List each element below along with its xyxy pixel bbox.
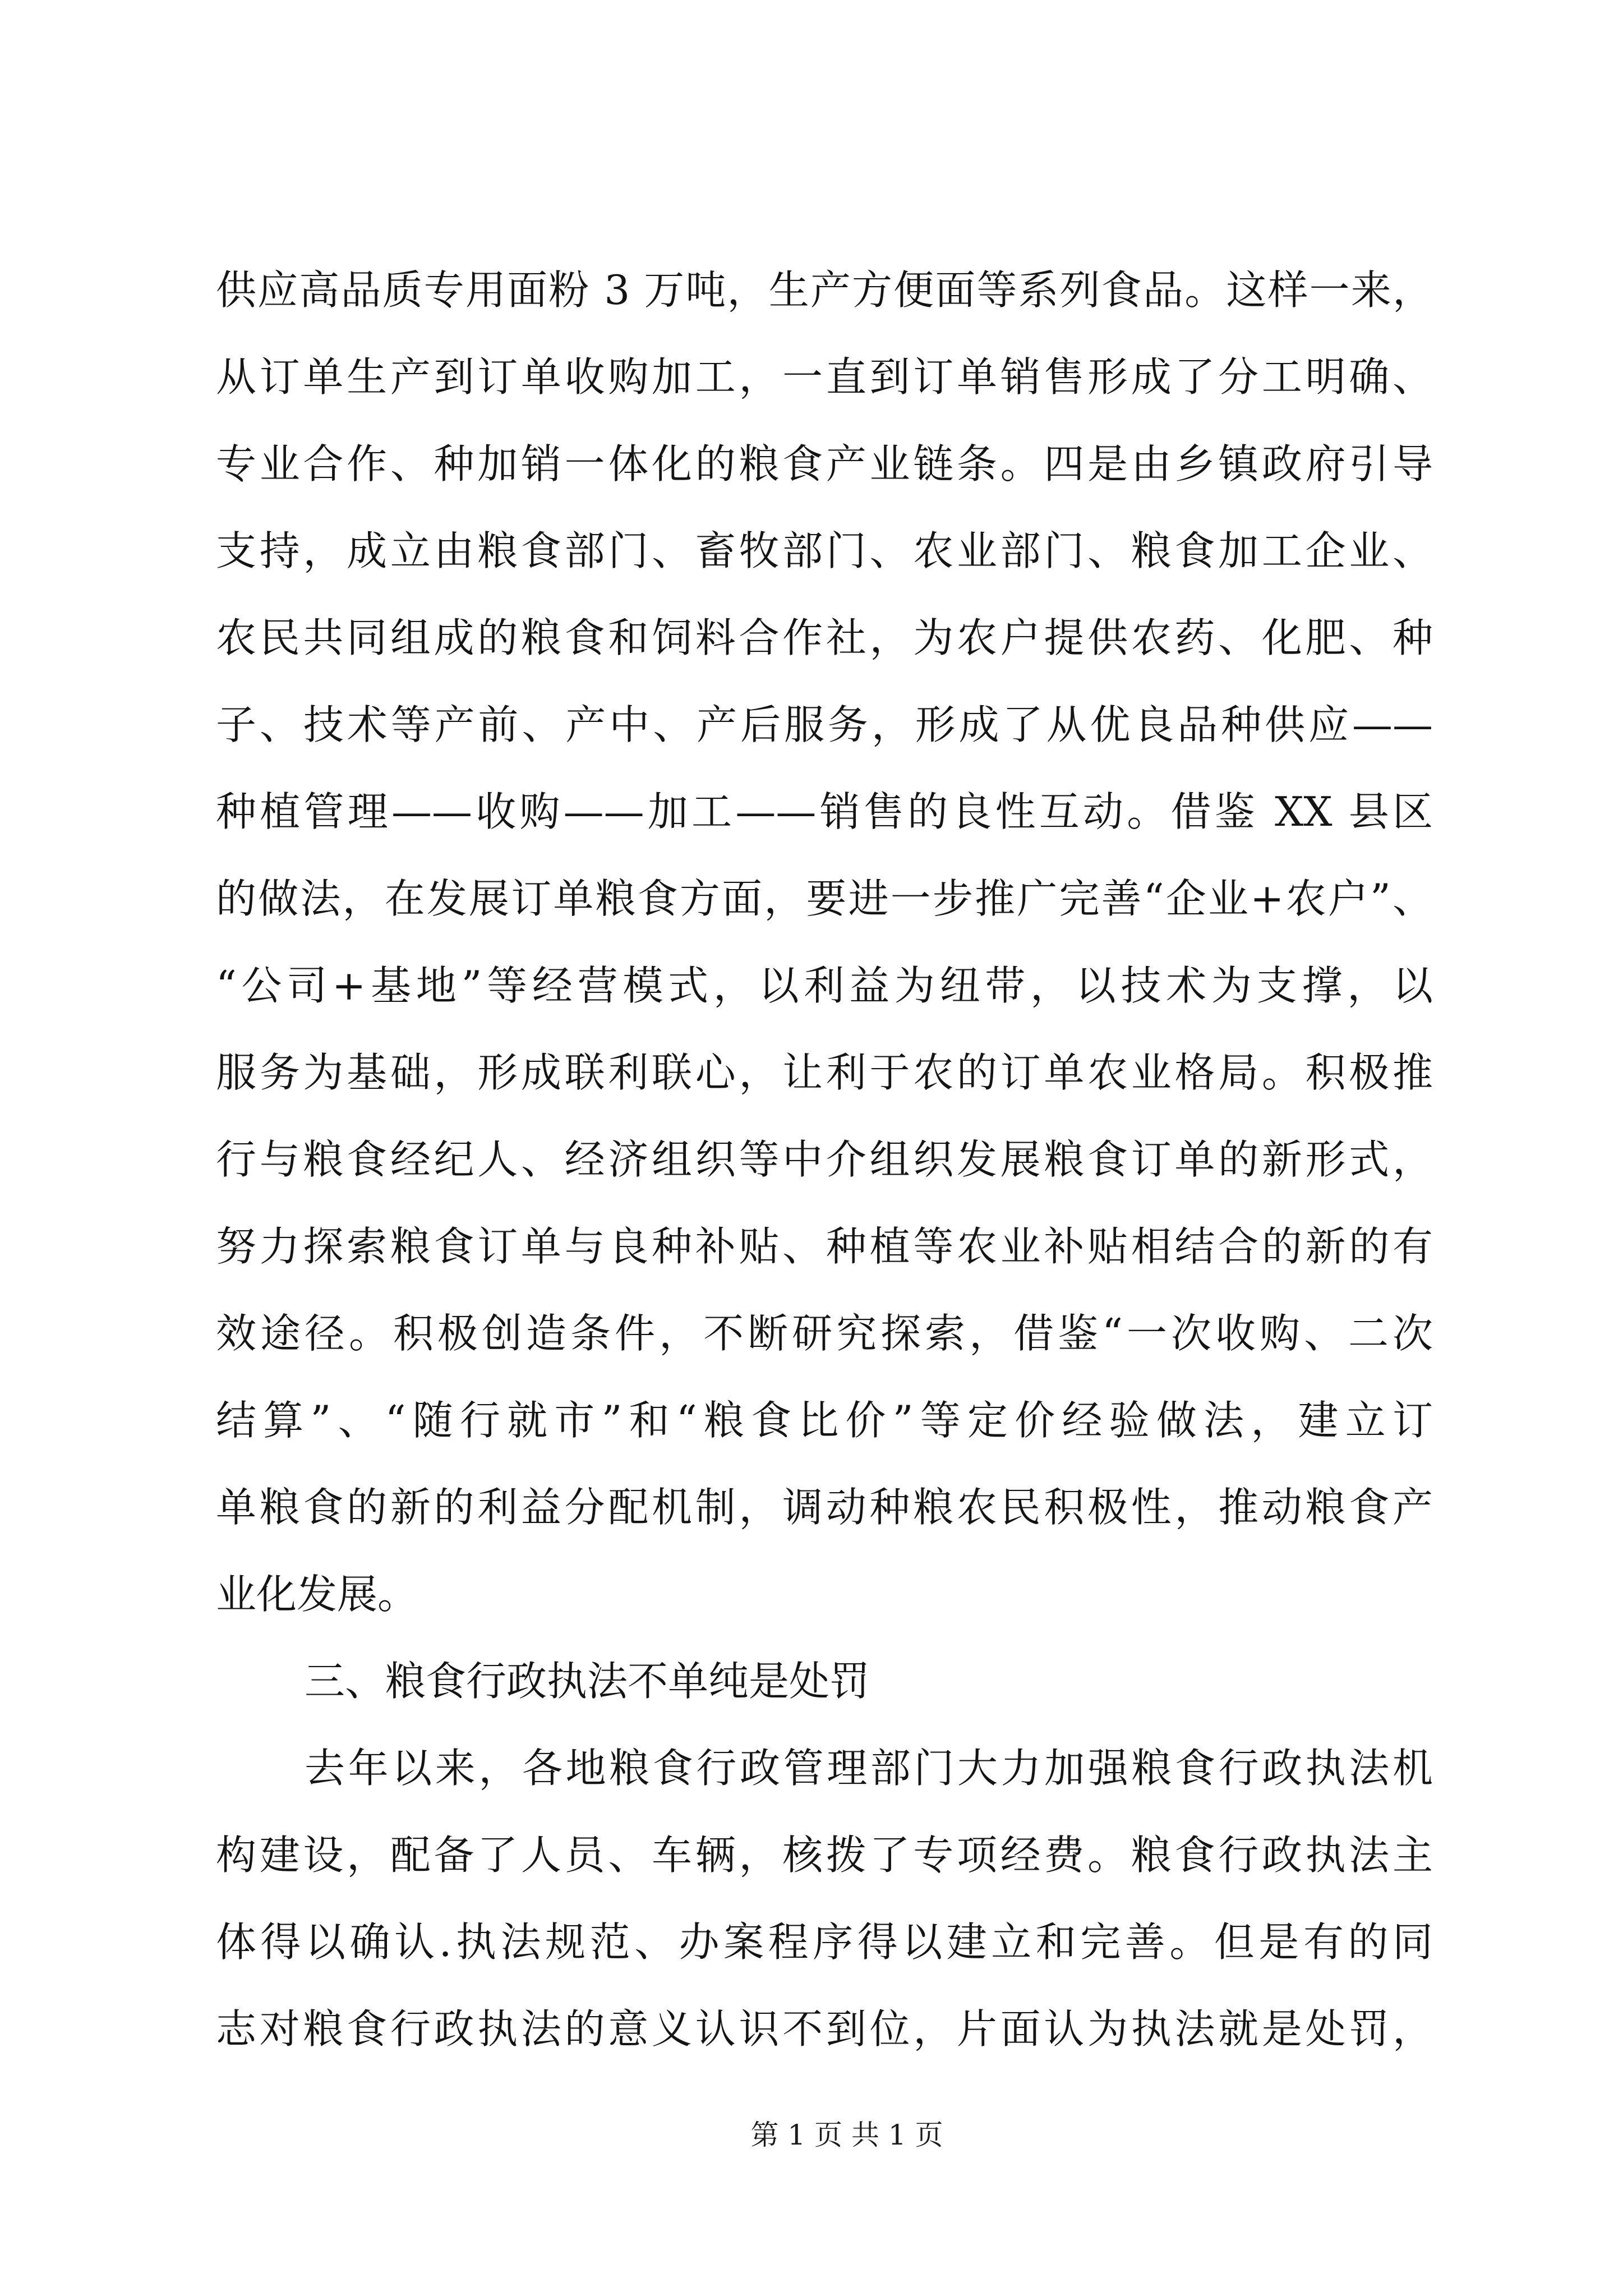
document-body <box>216 247 1433 2073</box>
text-line: 从订单生产到订单收购加工，一直到订单销售形成了分工明确、 <box>216 353 1433 401</box>
text-line: 服务为基础，形成联利联心，让利于农的订单农业格局。积极推 <box>216 1049 1433 1096</box>
text-line: 支持，成立由粮食部门、畜牧部门、农业部门、粮食加工企业、 <box>216 527 1433 574</box>
page-footer: 第 1 页 共 1 页 <box>750 2119 943 2151</box>
text-line: 供应高品质专用面粉 3 万吨，生产方便面等系列食品。这样一来， <box>216 266 1433 314</box>
text-line: 行与粮食经纪人、经济组织等中介组织发展粮食订单的新形式， <box>216 1136 1433 1183</box>
text-line: 单粮食的新的利益分配机制，调动种粮农民积极性，推动粮食产 <box>216 1484 1433 1531</box>
text-line: 效途径。积极创造条件，不断研究探索，借鉴“一次收购、二次 <box>216 1310 1433 1357</box>
text-line: 努力探索粮食订单与良种补贴、种植等农业补贴相结合的新的有 <box>216 1223 1433 1270</box>
text-line: 的做法，在发展订单粮食方面，要进一步推广完善“企业+农户”、 <box>216 875 1433 922</box>
text-line: 专业合作、种加销一体化的粮食产业链条。四是由乡镇政府引导 <box>216 440 1433 487</box>
text-line: 种植管理——收购——加工——销售的良性互动。借鉴 XX 县区 <box>216 788 1433 835</box>
text-line: 农民共同组成的粮食和饲料合作社，为农户提供农药、化肥、种 <box>216 614 1433 661</box>
text-line: 业化发展。 <box>216 1571 418 1618</box>
paragraph-2 <box>216 1725 1433 2073</box>
text-line: 构建设，配备了人员、车辆，核拨了专项经费。粮食行政执法主 <box>216 1832 1433 1879</box>
text-line: 结算”、“随行就市”和“粮食比价”等定价经验做法，建立订 <box>216 1397 1433 1444</box>
text-line: 子、技术等产前、产中、产后服务，形成了从优良品种供应—— <box>216 701 1433 748</box>
paragraph-1 <box>216 247 1433 1638</box>
text-line: 去年以来，各地粮食行政管理部门大力加强粮食行政执法机 <box>305 1745 1433 1792</box>
text-line: 志对粮食行政执法的意义认识不到位，片面认为执法就是处罚， <box>216 2005 1433 2053</box>
text-line: 体得以确认.执法规范、办案程序得以建立和完善。但是有的同 <box>216 1918 1433 1966</box>
text-line: “公司+基地”等经营模式，以利益为纽带，以技术为支撑，以 <box>216 962 1433 1009</box>
section-heading: 三、粮食行政执法不单纯是处罚 <box>305 1658 870 1705</box>
